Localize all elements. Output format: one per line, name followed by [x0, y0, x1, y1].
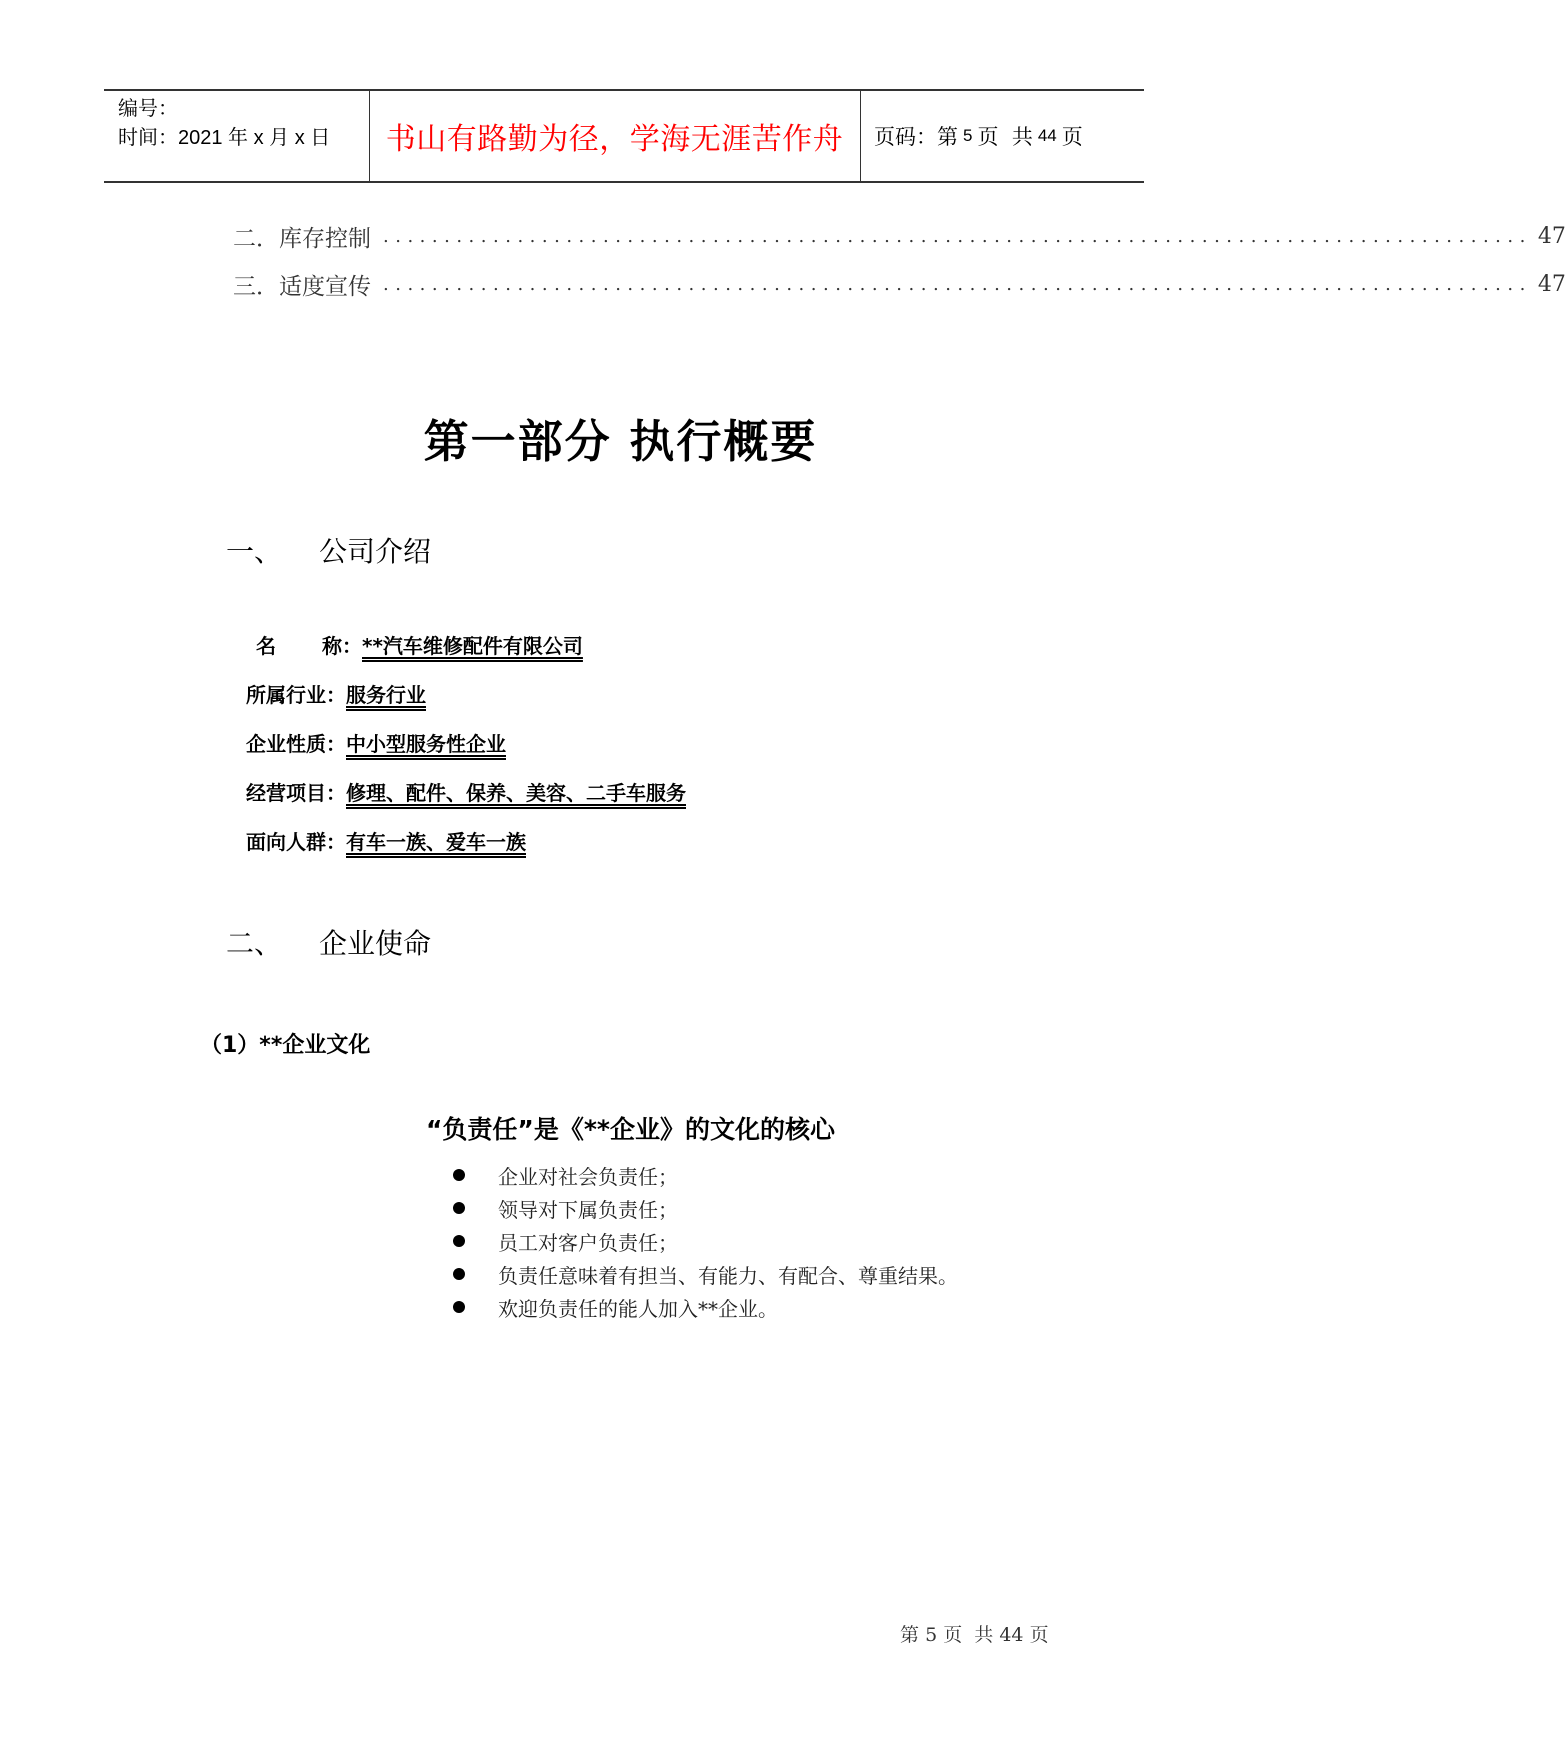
subheading-culture: （1）**企业文化 — [200, 1033, 371, 1058]
section-title: 公司介绍 — [319, 535, 432, 568]
business-value: 修理、配件、保养、美容、二手车服务 — [346, 781, 686, 805]
bullet-icon — [453, 1202, 465, 1214]
company-name-value: **汽车维修配件有限公司 — [362, 634, 583, 658]
toc-leader-dots: .............................................................................................. — [383, 225, 1532, 247]
bullet-icon — [453, 1268, 465, 1280]
footer-prefix: 第 — [900, 1624, 920, 1646]
header-page-current: 5 — [963, 126, 973, 145]
list-item — [450, 1160, 678, 1190]
business-key: 经营项目 — [246, 781, 326, 805]
toc-leader-dots: .............................................................................................. — [383, 273, 1532, 295]
header-page-suffix: 页 — [1061, 125, 1083, 149]
bullet-icon — [453, 1235, 465, 1247]
footer-total: 44 — [999, 1624, 1024, 1646]
header-time-label: 时间：2021 年 x 月 x 日 — [118, 127, 331, 149]
toc-entry-label: 三．适度宣传 — [233, 273, 371, 300]
colon: ： — [326, 830, 346, 854]
header-number-label: 编号： — [118, 98, 178, 120]
bullet-text: 企业对社会负责任； — [498, 1164, 678, 1189]
list-item — [450, 1259, 958, 1289]
company-name-key-char: 称 — [322, 634, 342, 658]
header-motto: 书山有路勤为径，学海无涯苦作舟 — [385, 122, 844, 157]
header-page-info — [874, 91, 1083, 181]
colon: ： — [326, 781, 346, 805]
colon: ： — [326, 683, 346, 707]
header-page-prefix: 页码：第 — [874, 125, 958, 149]
section-number: 二、 — [226, 927, 283, 960]
page-footer — [900, 1620, 1049, 1647]
toc-entry[interactable] — [233, 268, 1566, 300]
bullet-icon — [453, 1301, 465, 1313]
industry-key: 所属行业 — [246, 683, 326, 707]
toc-entry-label: 二．库存控制 — [233, 225, 371, 252]
bullet-text: 欢迎负责任的能人加入**企业。 — [498, 1296, 778, 1321]
colon: ： — [342, 634, 362, 658]
section-heading-company-intro — [226, 530, 431, 570]
audience-value: 有车一族、爱车一族 — [346, 830, 526, 854]
culture-title: “负责任”是《**企业》的文化的核心 — [425, 1115, 835, 1144]
section-number: 一、 — [226, 535, 283, 568]
header-info — [118, 95, 330, 153]
bullet-text: 员工对客户负责任； — [498, 1230, 678, 1255]
colon: ： — [326, 732, 346, 756]
footer-middle: 页 共 — [943, 1624, 994, 1646]
bullet-icon — [453, 1169, 465, 1181]
header-page-middle: 页 共 — [977, 125, 1033, 149]
industry-value: 服务行业 — [346, 683, 426, 707]
industry-row — [246, 679, 426, 709]
company-name-row — [246, 630, 583, 660]
footer-suffix: 页 — [1029, 1624, 1049, 1646]
header-divider — [860, 91, 861, 181]
toc-entry-page: 47 — [1537, 271, 1566, 297]
section-heading-mission — [226, 922, 431, 962]
page-header — [104, 89, 1144, 183]
list-item — [450, 1226, 678, 1256]
business-row — [246, 777, 686, 807]
part-title: 第一部分 执行概要 — [423, 415, 818, 468]
header-page-total: 44 — [1037, 126, 1057, 145]
company-name-key — [246, 630, 342, 660]
nature-row — [246, 728, 506, 758]
nature-key: 企业性质 — [246, 732, 326, 756]
list-item — [450, 1193, 678, 1223]
audience-row — [246, 826, 526, 856]
bullet-text: 负责任意味着有担当、有能力、有配合、尊重结果。 — [498, 1263, 958, 1288]
bullet-text: 领导对下属负责任； — [498, 1197, 678, 1222]
section-title: 企业使命 — [319, 927, 432, 960]
audience-key: 面向人群 — [246, 830, 326, 854]
company-name-key-char: 名 — [256, 634, 276, 658]
footer-current: 5 — [925, 1624, 938, 1646]
toc-entry[interactable] — [233, 220, 1566, 252]
list-item — [450, 1292, 778, 1322]
toc-entry-page: 47 — [1537, 223, 1566, 249]
nature-value: 中小型服务性企业 — [346, 732, 506, 756]
